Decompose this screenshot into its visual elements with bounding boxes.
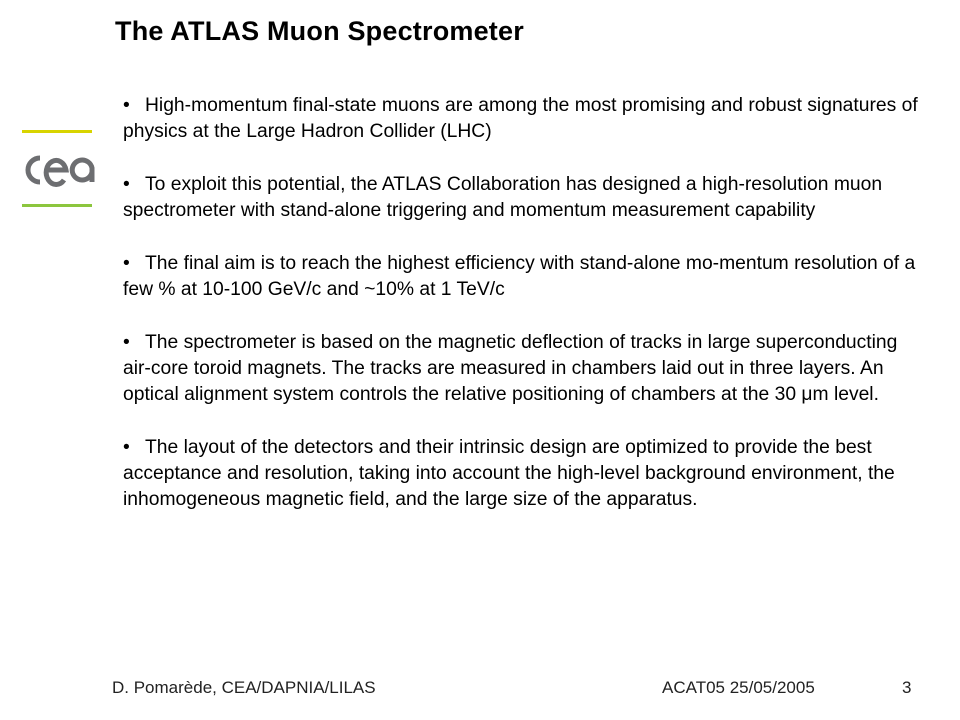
cea-logo: [18, 130, 96, 208]
logo-bottom-bar: [22, 204, 92, 207]
bullet-symbol: •: [123, 437, 130, 458]
bullet-item: [123, 330, 923, 408]
footer-event-date: ACAT05 25/05/2005: [662, 678, 815, 697]
footer-author: D. Pomarède, CEA/DAPNIA/LILAS: [112, 678, 376, 697]
bullet-item: [123, 172, 923, 224]
bullet-symbol: •: [123, 332, 130, 353]
bullet-symbol: •: [123, 95, 130, 116]
bullet-list: [123, 93, 923, 540]
bullet-item: [123, 251, 923, 303]
bullet-text: The spectrometer is based on the magnetic deflection of tracks in large superconducting air-core toroid magnets. The tracks are measured in chambers laid out in three layers. An optical alignment system controls the relative positioning of chambers at the 30 μm level.: [123, 332, 898, 405]
bullet-text: High-momentum final-state muons are among the most promising and robust signatures of physics at the Large Hadron Collider (LHC): [123, 95, 918, 142]
bullet-text: To exploit this potential, the ATLAS Collaboration has designed a high-resolution muon spectrometer with stand-alone triggering and momentum measurement capability: [123, 174, 883, 221]
bullet-text: The layout of the detectors and their intrinsic design are optimized to provide the best acceptance and resolution, taking into account the high-level background environment, the inhomogeneous magnetic field, and the large size of the apparatus.: [123, 437, 895, 510]
bullet-symbol: •: [123, 253, 130, 274]
logo-top-bar: [22, 130, 92, 133]
bullet-symbol: •: [123, 174, 130, 195]
bullet-item: [123, 435, 923, 513]
cea-logo-mark: [18, 144, 96, 194]
page-number: 3: [902, 678, 912, 697]
bullet-item: [123, 93, 923, 145]
slide-title: The ATLAS Muon Spectrometer: [115, 16, 524, 46]
bullet-text: The final aim is to reach the highest efficiency with stand-alone mo-mentum resolution of a few % at 10-100 GeV/c and ~10% at 1 TeV/c: [123, 253, 916, 300]
